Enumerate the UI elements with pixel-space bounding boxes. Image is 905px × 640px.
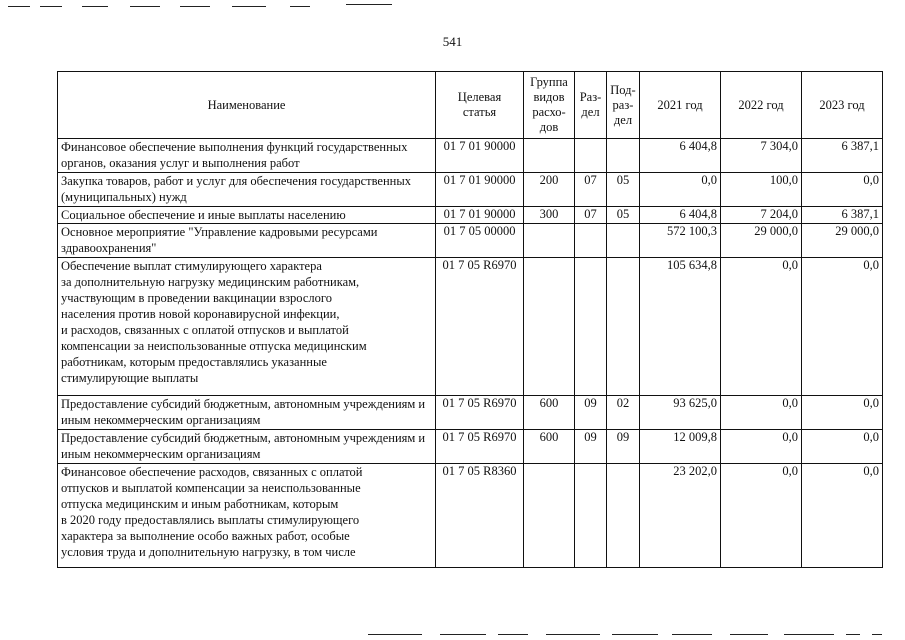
table-row bbox=[58, 139, 883, 173]
header-section: Раз- дел bbox=[575, 72, 607, 139]
cell-subsection: 09 bbox=[607, 430, 640, 464]
cell-2023: 0,0 bbox=[802, 396, 883, 430]
cell-2023: 29 000,0 bbox=[802, 224, 883, 258]
top-edge-dash bbox=[180, 6, 210, 7]
header-subsection: Под- раз- дел bbox=[607, 72, 640, 139]
cell-2021: 12 009,8 bbox=[640, 430, 721, 464]
cell-section: 07 bbox=[575, 173, 607, 207]
cell-2023: 6 387,1 bbox=[802, 139, 883, 173]
cell-group: 600 bbox=[524, 430, 575, 464]
header-2021: 2021 год bbox=[640, 72, 721, 139]
top-edge-dash bbox=[40, 6, 62, 7]
cell-2021: 23 202,0 bbox=[640, 464, 721, 568]
cell-subsection: 02 bbox=[607, 396, 640, 430]
cell-section bbox=[575, 258, 607, 396]
cell-2021: 572 100,3 bbox=[640, 224, 721, 258]
cell-2022: 7 204,0 bbox=[721, 207, 802, 224]
bottom-edge-dash bbox=[546, 634, 600, 635]
cell-name: Предоставление субсидий бюджетным, автономным учреждениям и иным некоммерческим организациям bbox=[58, 396, 436, 430]
cell-target: 01 7 05 R8360 bbox=[436, 464, 524, 568]
table-row bbox=[58, 207, 883, 224]
table-row bbox=[58, 224, 883, 258]
cell-target: 01 7 05 R6970 bbox=[436, 258, 524, 396]
cell-2021: 6 404,8 bbox=[640, 207, 721, 224]
top-edge-dash bbox=[82, 6, 108, 7]
cell-section bbox=[575, 464, 607, 568]
table-row bbox=[58, 173, 883, 207]
cell-2021: 93 625,0 bbox=[640, 396, 721, 430]
cell-name: Финансовое обеспечение выполнения функций государственных органов, оказания услуг и выполнения работ bbox=[58, 139, 436, 173]
cell-group bbox=[524, 464, 575, 568]
cell-2021: 105 634,8 bbox=[640, 258, 721, 396]
cell-section: 07 bbox=[575, 207, 607, 224]
top-edge-dash bbox=[290, 6, 310, 7]
bottom-edge-dash bbox=[730, 634, 768, 635]
cell-2022: 0,0 bbox=[721, 258, 802, 396]
table-row bbox=[58, 396, 883, 430]
cell-group: 200 bbox=[524, 173, 575, 207]
budget-table bbox=[57, 71, 883, 568]
cell-2021: 0,0 bbox=[640, 173, 721, 207]
cell-subsection: 05 bbox=[607, 207, 640, 224]
cell-group: 600 bbox=[524, 396, 575, 430]
cell-2023: 0,0 bbox=[802, 173, 883, 207]
cell-2023: 0,0 bbox=[802, 464, 883, 568]
header-target-article: Целевая статья bbox=[436, 72, 524, 139]
cell-name: Основное мероприятие "Управление кадровыми ресурсами здравоохранения" bbox=[58, 224, 436, 258]
table-header-row bbox=[58, 72, 883, 139]
table-row bbox=[58, 430, 883, 464]
cell-section bbox=[575, 224, 607, 258]
cell-subsection bbox=[607, 224, 640, 258]
cell-target: 01 7 01 90000 bbox=[436, 207, 524, 224]
cell-name: Обеспечение выплат стимулирующего характера за дополнительную нагрузку медицинским работникам, участвующим в проведении вакцинации взрослого населения против новой коронавирусной инфекции, и расходов, связанных с оплатой отпусков и выплатой компенсации за неиспользованные отпуска медицинским работникам, которым предоставлялись указанные стимулирующие выплаты bbox=[58, 258, 436, 396]
cell-2022: 29 000,0 bbox=[721, 224, 802, 258]
cell-section: 09 bbox=[575, 430, 607, 464]
bottom-edge-dash bbox=[440, 634, 486, 635]
cell-2022: 100,0 bbox=[721, 173, 802, 207]
cell-2021: 6 404,8 bbox=[640, 139, 721, 173]
cell-2023: 0,0 bbox=[802, 430, 883, 464]
cell-group bbox=[524, 258, 575, 396]
bottom-edge-dash bbox=[846, 634, 860, 635]
cell-group bbox=[524, 224, 575, 258]
cell-target: 01 7 05 R6970 bbox=[436, 396, 524, 430]
cell-group: 300 bbox=[524, 207, 575, 224]
cell-section: 09 bbox=[575, 396, 607, 430]
cell-target: 01 7 05 R6970 bbox=[436, 430, 524, 464]
bottom-edge-dash bbox=[784, 634, 834, 635]
top-edge-dash bbox=[232, 6, 266, 7]
cell-subsection bbox=[607, 258, 640, 396]
cell-section bbox=[575, 139, 607, 173]
cell-2023: 6 387,1 bbox=[802, 207, 883, 224]
cell-subsection: 05 bbox=[607, 173, 640, 207]
table-row bbox=[58, 258, 883, 396]
top-edge-dash bbox=[8, 6, 30, 7]
cell-2022: 7 304,0 bbox=[721, 139, 802, 173]
cell-target: 01 7 01 90000 bbox=[436, 173, 524, 207]
header-expense-group: Группа видов расхо- дов bbox=[524, 72, 575, 139]
top-edge-dash bbox=[130, 6, 160, 7]
bottom-edge-dash bbox=[368, 634, 422, 635]
header-name: Наименование bbox=[58, 72, 436, 139]
cell-subsection bbox=[607, 139, 640, 173]
cell-2022: 0,0 bbox=[721, 464, 802, 568]
bottom-edge-dash bbox=[872, 634, 882, 635]
bottom-edge-dash bbox=[612, 634, 658, 635]
cell-2023: 0,0 bbox=[802, 258, 883, 396]
page-number: 541 bbox=[442, 34, 463, 49]
cell-2022: 0,0 bbox=[721, 430, 802, 464]
cell-target: 01 7 05 00000 bbox=[436, 224, 524, 258]
cell-subsection bbox=[607, 464, 640, 568]
cell-name: Социальное обеспечение и иные выплаты населению bbox=[58, 207, 436, 224]
cell-name: Закупка товаров, работ и услуг для обеспечения государственных (муниципальных) нужд bbox=[58, 173, 436, 207]
cell-target: 01 7 01 90000 bbox=[436, 139, 524, 173]
bottom-edge-dash bbox=[672, 634, 712, 635]
cell-name: Финансовое обеспечение расходов, связанных с оплатой отпусков и выплатой компенсации за неиспользованные отпуска медицинским и иным работникам, которым в 2020 году предоставлялись выплаты стимулирующего характера за выполнение особо важных работ, особые условия труда и дополнительную нагрузку, в том числе bbox=[58, 464, 436, 568]
top-edge-dash bbox=[346, 4, 392, 5]
header-2023: 2023 год bbox=[802, 72, 883, 139]
header-2022: 2022 год bbox=[721, 72, 802, 139]
cell-name: Предоставление субсидий бюджетным, автономным учреждениям и иным некоммерческим организациям bbox=[58, 430, 436, 464]
cell-2022: 0,0 bbox=[721, 396, 802, 430]
table-row bbox=[58, 464, 883, 568]
bottom-edge-dash bbox=[498, 634, 528, 635]
cell-group bbox=[524, 139, 575, 173]
